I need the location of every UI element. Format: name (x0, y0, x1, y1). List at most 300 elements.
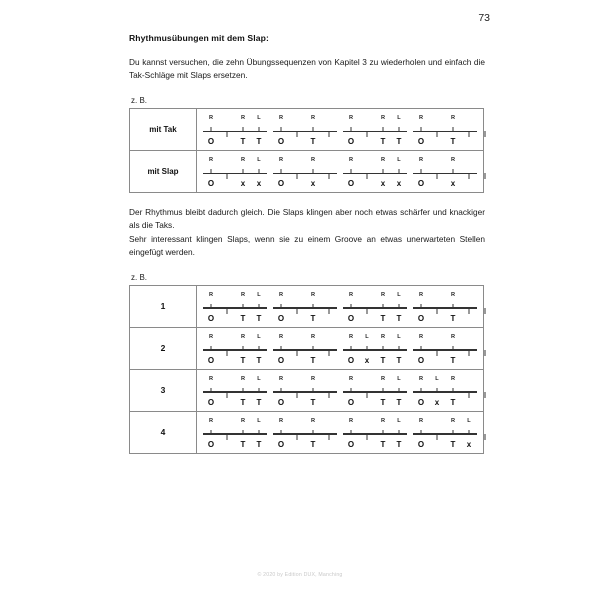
stroke-symbol: T (256, 355, 262, 365)
rhythm-beat (305, 157, 321, 187)
rhythm-beat (445, 292, 461, 322)
page-number: 73 (478, 12, 490, 24)
rhythm-staff (197, 328, 483, 369)
table-row (130, 369, 484, 411)
stem-up-tick (383, 304, 384, 308)
exercise-number: 4 (130, 411, 197, 453)
stroke-symbol: T (380, 355, 386, 365)
stem-up-tick (469, 430, 470, 434)
stroke-symbol: T (256, 439, 262, 449)
rhythm-beat (203, 376, 219, 406)
stroke-symbol: O (347, 136, 355, 146)
rhythm-beat (343, 418, 359, 448)
rhythm-beat (343, 157, 359, 187)
rhythm-beat (375, 376, 391, 406)
stroke-symbol: T (240, 355, 246, 365)
stroke-symbol: T (256, 313, 262, 323)
intro-paragraph: Du kannst versuchen, die zehn Übungssequenzen von Kapitel 3 zu wiederholen und einfach die Tak-Schläge mit Slaps ersetzen. (129, 57, 485, 81)
rhythm-beat (251, 292, 267, 322)
stem-down-tick (469, 131, 470, 137)
rhythm-beat (343, 334, 359, 364)
hand-label: R (240, 291, 246, 298)
stem-up-tick (243, 388, 244, 392)
stem-up-tick (399, 388, 400, 392)
stroke-symbol: T (396, 439, 402, 449)
stem-up-tick (281, 430, 282, 434)
stroke-symbol: O (207, 397, 215, 407)
stem-up-tick (453, 388, 454, 392)
rhythm-beat (321, 292, 337, 322)
hand-label: R (450, 375, 456, 382)
stem-down-tick (367, 308, 368, 314)
rhythm-beat (391, 334, 407, 364)
notation-cell (197, 108, 484, 150)
rhythm-beat (359, 292, 375, 322)
hand-label: L (257, 114, 261, 121)
example-label-2: z. B. (131, 272, 148, 282)
stroke-symbol: O (207, 439, 215, 449)
hand-label: R (278, 114, 284, 121)
stem-down-tick (329, 392, 330, 398)
middle-paragraph-1: Der Rhythmus bleibt dadurch gleich. Die Slaps klingen aber noch etwas schärfer und knackiger als die Taks. (129, 206, 485, 231)
rhythm-beat (289, 334, 305, 364)
stroke-symbol: O (277, 439, 285, 449)
rhythm-beat (461, 157, 477, 187)
stem-down-tick (227, 434, 228, 440)
hand-label: R (208, 291, 214, 298)
hand-label: R (418, 114, 424, 121)
stem-up-tick (313, 169, 314, 173)
stroke-symbol: T (380, 136, 386, 146)
stroke-symbol: O (347, 178, 355, 188)
stroke-symbol: x (256, 178, 262, 188)
rhythm-beat (219, 418, 235, 448)
rhythm-beat (429, 292, 445, 322)
rhythm-measure (343, 115, 407, 145)
stroke-symbol: T (396, 355, 402, 365)
stroke-symbol: T (240, 313, 246, 323)
hand-label: R (208, 156, 214, 163)
stem-up-tick (313, 127, 314, 131)
rhythm-beat (321, 334, 337, 364)
hand-label: R (240, 375, 246, 382)
rhythm-beat (429, 157, 445, 187)
hand-label: L (257, 375, 261, 382)
stroke-symbol: x (240, 178, 246, 188)
stem-down-tick (485, 173, 486, 179)
rhythm-beat (219, 157, 235, 187)
stroke-symbol: T (310, 313, 316, 323)
stem-up-tick (421, 346, 422, 350)
stroke-symbol: O (277, 397, 285, 407)
rhythm-table-2 (129, 285, 484, 454)
rhythm-beat (359, 157, 375, 187)
rhythm-measure (343, 376, 407, 406)
rhythm-beat (391, 376, 407, 406)
stem-down-tick (297, 173, 298, 179)
stem-up-tick (259, 430, 260, 434)
stem-up-tick (259, 169, 260, 173)
hand-label: L (467, 417, 471, 424)
rhythm-beat (203, 115, 219, 145)
rhythm-measure (273, 418, 337, 448)
stem-down-tick (469, 173, 470, 179)
hand-label: R (450, 417, 456, 424)
rhythm-table-2-body (130, 285, 484, 453)
exercise-number: 3 (130, 369, 197, 411)
stem-up-tick (421, 127, 422, 131)
rhythm-beat (235, 334, 251, 364)
rhythm-measure (273, 115, 337, 145)
rhythm-beat (305, 115, 321, 145)
rhythm-measure (203, 292, 267, 322)
hand-label: R (240, 156, 246, 163)
hand-label: L (397, 417, 401, 424)
rhythm-beat (321, 115, 337, 145)
stroke-symbol: T (240, 397, 246, 407)
copyright-footer: © 2020 by Edition DUX, Manching (257, 572, 343, 578)
stem-up-tick (399, 346, 400, 350)
rhythm-beat (413, 115, 429, 145)
rhythm-beat (219, 292, 235, 322)
hand-label: R (418, 417, 424, 424)
stem-up-tick (351, 430, 352, 434)
hand-label: R (418, 156, 424, 163)
rhythm-measure (343, 292, 407, 322)
rhythm-beat (413, 376, 429, 406)
stem-up-tick (453, 127, 454, 131)
notation-cell (197, 411, 484, 453)
stem-up-tick (211, 346, 212, 350)
rhythm-beat (289, 292, 305, 322)
hand-label: R (450, 291, 456, 298)
hand-label: L (397, 114, 401, 121)
rhythm-beat (305, 418, 321, 448)
notation-cell (197, 327, 484, 369)
rhythm-beat (375, 334, 391, 364)
stem-up-tick (437, 388, 438, 392)
stem-down-tick (227, 131, 228, 137)
stem-up-tick (383, 127, 384, 131)
stem-up-tick (211, 304, 212, 308)
middle-paragraph-2: Sehr interessant klingen Slaps, wenn sie zu einem Groove an etwas unerwarteten Stellen eingefügt werden. (129, 233, 485, 258)
hand-label: L (257, 417, 261, 424)
notation-cell (197, 369, 484, 411)
hand-label: R (380, 114, 386, 121)
hand-label: R (418, 333, 424, 340)
rhythm-beat (203, 334, 219, 364)
rhythm-beat (375, 418, 391, 448)
stroke-symbol: O (277, 136, 285, 146)
rhythm-beat (203, 292, 219, 322)
stroke-symbol: O (207, 313, 215, 323)
stem-down-tick (469, 350, 470, 356)
stem-down-tick (297, 308, 298, 314)
rhythm-measure (203, 418, 267, 448)
stem-up-tick (281, 388, 282, 392)
rhythm-beat (235, 157, 251, 187)
rhythm-beat (391, 418, 407, 448)
hand-label: R (240, 417, 246, 424)
rhythm-beat (429, 418, 445, 448)
rhythm-measure (203, 334, 267, 364)
stroke-symbol: T (450, 355, 456, 365)
rhythm-measure (413, 115, 477, 145)
stem-down-tick (329, 350, 330, 356)
rhythm-beat (273, 376, 289, 406)
stem-up-tick (399, 304, 400, 308)
stem-up-tick (421, 388, 422, 392)
stem-up-tick (281, 304, 282, 308)
stem-up-tick (313, 304, 314, 308)
rhythm-staff (197, 370, 483, 411)
table-row (130, 285, 484, 327)
stem-down-tick (227, 308, 228, 314)
stem-up-tick (313, 346, 314, 350)
stem-up-tick (351, 346, 352, 350)
stem-up-tick (313, 430, 314, 434)
rhythm-beat (289, 115, 305, 145)
rhythm-beat (375, 292, 391, 322)
hand-label: L (397, 291, 401, 298)
stroke-symbol: O (347, 313, 355, 323)
rhythm-beat (391, 157, 407, 187)
hand-label: L (435, 375, 439, 382)
hand-label: R (348, 291, 354, 298)
hand-label: R (310, 417, 316, 424)
stroke-symbol: O (417, 136, 425, 146)
rhythm-beat (305, 292, 321, 322)
hand-label: R (310, 333, 316, 340)
rhythm-beat (219, 376, 235, 406)
stroke-symbol: T (310, 355, 316, 365)
hand-label: R (310, 375, 316, 382)
stroke-symbol: x (434, 397, 440, 407)
rhythm-measure (413, 157, 477, 187)
stem-down-tick (367, 434, 368, 440)
rhythm-row-label: mit Slap (130, 150, 197, 192)
stem-up-tick (351, 127, 352, 131)
stem-down-tick (437, 308, 438, 314)
stem-up-tick (281, 346, 282, 350)
rhythm-beat (375, 115, 391, 145)
stem-down-tick (485, 131, 486, 137)
rhythm-beat (289, 418, 305, 448)
rhythm-measure (273, 334, 337, 364)
hand-label: R (310, 156, 316, 163)
stem-up-tick (243, 304, 244, 308)
stem-up-tick (453, 169, 454, 173)
rhythm-beat (273, 115, 289, 145)
stem-up-tick (383, 388, 384, 392)
stem-up-tick (313, 388, 314, 392)
stroke-symbol: T (380, 397, 386, 407)
rhythm-beat (289, 376, 305, 406)
table-row (130, 327, 484, 369)
hand-label: R (380, 291, 386, 298)
rhythm-beat (359, 376, 375, 406)
stem-up-tick (383, 346, 384, 350)
stroke-symbol: T (380, 313, 386, 323)
stem-up-tick (281, 127, 282, 131)
hand-label: R (278, 333, 284, 340)
stem-up-tick (453, 304, 454, 308)
rhythm-staff (197, 109, 483, 150)
stem-down-tick (469, 308, 470, 314)
rhythm-beat (321, 157, 337, 187)
rhythm-beat (321, 418, 337, 448)
stem-up-tick (421, 304, 422, 308)
rhythm-beat (445, 376, 461, 406)
hand-label: R (208, 333, 214, 340)
rhythm-measure (203, 376, 267, 406)
hand-label: R (240, 333, 246, 340)
stroke-symbol: O (207, 136, 215, 146)
stroke-symbol: T (310, 397, 316, 407)
rhythm-beat (235, 376, 251, 406)
exercise-number: 1 (130, 285, 197, 327)
stroke-symbol: x (466, 439, 472, 449)
rhythm-beat (391, 292, 407, 322)
rhythm-beat (219, 115, 235, 145)
rhythm-beat (343, 292, 359, 322)
rhythm-beat (289, 157, 305, 187)
stem-down-tick (437, 434, 438, 440)
rhythm-beat (429, 376, 445, 406)
stroke-symbol: T (240, 136, 246, 146)
stroke-symbol: T (450, 136, 456, 146)
stem-down-tick (437, 173, 438, 179)
rhythm-beat (251, 418, 267, 448)
stem-up-tick (383, 430, 384, 434)
rhythm-beat (461, 292, 477, 322)
hand-label: L (257, 156, 261, 163)
table-row (130, 411, 484, 453)
hand-label: R (278, 417, 284, 424)
stroke-symbol: T (310, 136, 316, 146)
stem-down-tick (297, 131, 298, 137)
stroke-symbol: x (380, 178, 386, 188)
hand-label: R (450, 156, 456, 163)
hand-label: R (380, 417, 386, 424)
rhythm-beat (343, 115, 359, 145)
rhythm-table-1 (129, 108, 484, 193)
stroke-symbol: O (207, 178, 215, 188)
rhythm-beat (359, 334, 375, 364)
rhythm-beat (413, 292, 429, 322)
stem-up-tick (211, 169, 212, 173)
hand-label: R (208, 417, 214, 424)
hand-label: R (450, 333, 456, 340)
stem-down-tick (367, 392, 368, 398)
stem-down-tick (297, 350, 298, 356)
rhythm-beat (413, 334, 429, 364)
hand-label: R (418, 375, 424, 382)
rhythm-beat (235, 418, 251, 448)
stroke-symbol: T (450, 313, 456, 323)
stroke-symbol: O (417, 355, 425, 365)
rhythm-measure (203, 115, 267, 145)
stroke-symbol: x (310, 178, 316, 188)
stroke-symbol: O (347, 439, 355, 449)
hand-label: L (257, 291, 261, 298)
rhythm-beat (251, 376, 267, 406)
hand-label: R (450, 114, 456, 121)
rhythm-beat (359, 115, 375, 145)
stroke-symbol: x (450, 178, 456, 188)
stroke-symbol: x (364, 355, 370, 365)
rhythm-measure (273, 292, 337, 322)
stem-up-tick (399, 430, 400, 434)
hand-label: L (397, 156, 401, 163)
hand-label: R (380, 333, 386, 340)
stroke-symbol: T (396, 397, 402, 407)
stem-down-tick (297, 392, 298, 398)
rhythm-beat (461, 418, 477, 448)
stem-up-tick (421, 169, 422, 173)
rhythm-beat (219, 334, 235, 364)
rhythm-beat (445, 157, 461, 187)
stroke-symbol: x (396, 178, 402, 188)
rhythm-row-label: mit Tak (130, 108, 197, 150)
stem-up-tick (351, 169, 352, 173)
stem-down-tick (485, 392, 486, 398)
notation-cell (197, 285, 484, 327)
stroke-symbol: T (310, 439, 316, 449)
hand-label: R (348, 417, 354, 424)
rhythm-measure (203, 157, 267, 187)
rhythm-measure (413, 418, 477, 448)
stem-down-tick (227, 173, 228, 179)
rhythm-measure (343, 334, 407, 364)
hand-label: R (348, 156, 354, 163)
rhythm-measure (273, 157, 337, 187)
hand-label: R (380, 156, 386, 163)
rhythm-staff (197, 151, 483, 192)
rhythm-beat (445, 418, 461, 448)
stem-down-tick (367, 131, 368, 137)
hand-label: R (278, 291, 284, 298)
rhythm-beat (391, 115, 407, 145)
stem-down-tick (297, 434, 298, 440)
stem-down-tick (329, 434, 330, 440)
hand-label: R (348, 333, 354, 340)
stroke-symbol: O (207, 355, 215, 365)
rhythm-beat (461, 115, 477, 145)
rhythm-beat (203, 157, 219, 187)
rhythm-measure (343, 418, 407, 448)
hand-label: R (310, 114, 316, 121)
hand-label: R (208, 375, 214, 382)
hand-label: R (240, 114, 246, 121)
stem-up-tick (453, 430, 454, 434)
rhythm-staff (197, 412, 483, 453)
rhythm-measure (343, 157, 407, 187)
stem-up-tick (243, 169, 244, 173)
example-label-1: z. B. (131, 95, 148, 105)
rhythm-measure (273, 376, 337, 406)
stem-down-tick (437, 131, 438, 137)
rhythm-measure (413, 292, 477, 322)
hand-label: R (278, 375, 284, 382)
table-row (130, 108, 484, 150)
stroke-symbol: O (417, 313, 425, 323)
stem-down-tick (329, 173, 330, 179)
rhythm-measure (413, 376, 477, 406)
stem-up-tick (281, 169, 282, 173)
stem-down-tick (437, 350, 438, 356)
hand-label: L (397, 375, 401, 382)
